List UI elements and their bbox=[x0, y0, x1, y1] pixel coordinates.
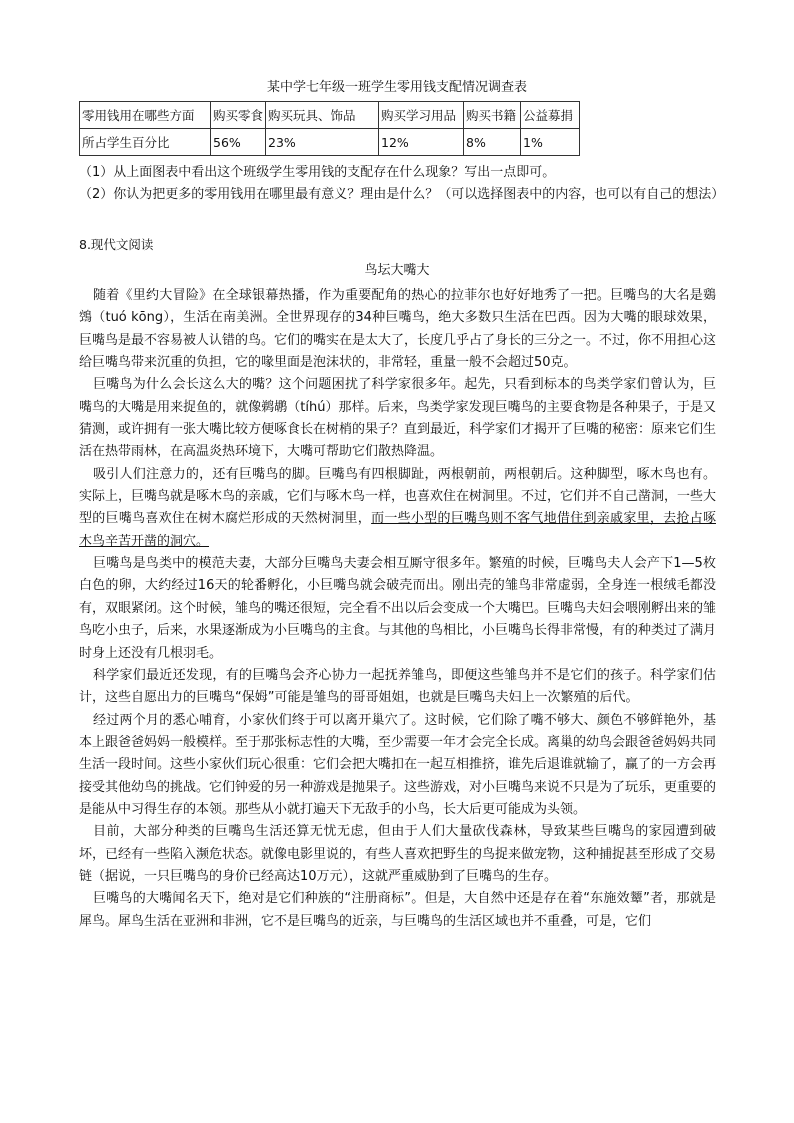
paragraph: 目前，大部分种类的巨嘴鸟生活还算无忧无虑，但由于人们大量砍伐森林，导致某些巨嘴鸟的家园遭到破坏，已经有一些陷入濒危状态。就像电影里说的，有些人喜欢把野生的鸟捉来做宠物，这种捕捉甚至形成了交易链（据说，一只巨嘴鸟的身价已经高达10万元），这就严重威胁到了巨嘴鸟的生存。 bbox=[79, 824, 717, 884]
survey-table bbox=[79, 101, 580, 156]
table-cell: 56% bbox=[211, 129, 266, 156]
paragraph: 经过两个月的悉心哺育，小家伙们终于可以离开巢穴了。这时候，它们除了嘴不够大、颜色不够鲜艳外，基本上跟爸爸妈妈一般模样。至于那张标志性的大嘴，至少需要一年才会完全长成。离巢的幼鸟会跟爸爸妈妈共同生活一段时间。这些小家伙们玩心很重：它们会把大嘴扣在一起互相推挤，谁先后退谁就输了，赢了的一方会再接受其他幼鸟的挑战。它们钟爱的另一种游戏是抛果子。这些游戏，对小巨嘴鸟来说不只是为了玩乐，更重要的是能从中习得生存的本领。那些从小就打遍天下无敌手的小鸟，长大后更可能成为头领。 bbox=[79, 712, 717, 817]
table-cell: 公益募捐 bbox=[521, 102, 580, 129]
section-label: 8.现代文阅读 bbox=[79, 237, 154, 252]
paragraph: 巨嘴鸟是鸟类中的模范夫妻，大部分巨嘴鸟夫妻会相互厮守很多年。繁殖的时候，巨嘴鸟夫人会产下1—5枚白色的卵，大约经过16天的轮番孵化，小巨嘴鸟就会破壳而出。刚出壳的雏鸟非常虚弱，全身连一根绒毛都没有，双眼紧闭。这个时候，雏鸟的嘴还很短，完全看不出以后会变成一个大嘴巴。巨嘴鸟夫妇会喂刚孵出来的雏鸟吃小虫子，后来，水果逐渐成为小巨嘴鸟的主食。与其他的鸟相比，小巨嘴鸟长得非常慢，有的种类过了满月时身上还没有几根羽毛。 bbox=[79, 556, 717, 661]
table-cell: 23% bbox=[266, 129, 379, 156]
underlined-sentence: 而一些小型的巨嘴鸟则不客气地借住到亲戚家里，去抢占啄木鸟辛苦开凿的洞穴。 bbox=[79, 511, 716, 549]
paragraph: 随着《里约大冒险》在全球银幕热播，作为重要配角的热心的拉菲尔也好好地秀了一把。巨嘴鸟的大名是鵎鵼（tuó kōng），生活在南美洲。全世界现存的34种巨嘴鸟，绝大多数只生活在巴西。因为大嘴的眼球效果，巨嘴鸟是最不容易被人认错的鸟。它们的嘴实在是太大了，长度几乎占了身长的三分之一。不过，你不用担心这给巨嘴鸟带来沉重的负担，它的喙里面是泡沫状的，非常轻，重量一般不会超过50克。 bbox=[79, 288, 717, 371]
paragraph bbox=[79, 464, 716, 553]
paragraph-text: 吸引人们注意力的，还有巨嘴鸟的脚。巨嘴鸟有四根脚趾，两根朝前，两根朝后。这种脚型，啄木鸟也有。实际上，巨嘴鸟就是啄木鸟的亲戚，它们与啄木鸟一样，也喜欢住在树洞里。不过，它们并不自己凿洞，一些大型的巨嘴鸟喜欢住在树木腐烂形成的天然树洞里， bbox=[79, 466, 717, 527]
table-cell: 1% bbox=[521, 129, 580, 156]
questions bbox=[79, 162, 725, 205]
table-cell: 12% bbox=[379, 129, 464, 156]
table-cell: 购买玩具、饰品 bbox=[266, 102, 379, 129]
table-cell: 8% bbox=[464, 129, 521, 156]
table-cell: 零用钱用在哪些方面 bbox=[80, 102, 211, 129]
table-cell: 购买零食 bbox=[211, 102, 266, 129]
question-2: （2）你认为把更多的零用钱用在哪里最有意义？理由是什么？（可以选择图表中的内容，也可以有自己的想法） bbox=[79, 186, 725, 202]
paragraph: 巨嘴鸟为什么会长这么大的嘴？这个问题困扰了科学家很多年。起先，只看到标本的鸟类学家们曾认为，巨嘴鸟的大嘴是用来捉鱼的，就像鹈鹕（tíhú）那样。后来，鸟类学家发现巨嘴鸟的主要食物是各种果子，于是又猜测，或许拥有一张大嘴比较方便啄食长在树梢的果子？直到最近，科学家们才揭开了巨嘴的秘密：原来它们生活在热带雨林，在高温炎热环境下，大嘴可帮助它们散热降温。 bbox=[79, 377, 717, 460]
table-cell: 购买书籍 bbox=[464, 102, 521, 129]
paragraph: 科学家们最近还发现，有的巨嘴鸟会齐心协力一起抚养雏鸟，即便这些雏鸟并不是它们的孩子。科学家们估计，这些自愿出力的巨嘴鸟“保姆”可能是雏鸟的哥哥姐姐，也就是巨嘴鸟夫妇上一次繁殖的后代。 bbox=[79, 667, 716, 706]
paragraph: 巨嘴鸟的大嘴闻名天下，绝对是它们种族的“注册商标”。但是，大自然中还是存在着“东施效颦”者，那就是犀鸟。犀鸟生活在亚洲和非洲，它不是巨嘴鸟的近亲，与巨嘴鸟的生活区域也并不重叠，可是，它们 bbox=[79, 891, 716, 929]
table-title: 某中学七年级一班学生零用钱支配情况调查表 bbox=[266, 80, 527, 95]
table-cell: 购买学习用品 bbox=[379, 102, 464, 129]
table-header-row bbox=[80, 102, 580, 129]
question-1: （1）从上面图表中看出这个班级学生零用钱的支配存在什么现象？写出一点即可。 bbox=[79, 165, 556, 180]
table-cell: 所占学生百分比 bbox=[80, 129, 211, 156]
article-body bbox=[79, 285, 716, 933]
table-row bbox=[80, 129, 580, 156]
article-title: 鸟坛大嘴大 bbox=[364, 263, 430, 278]
